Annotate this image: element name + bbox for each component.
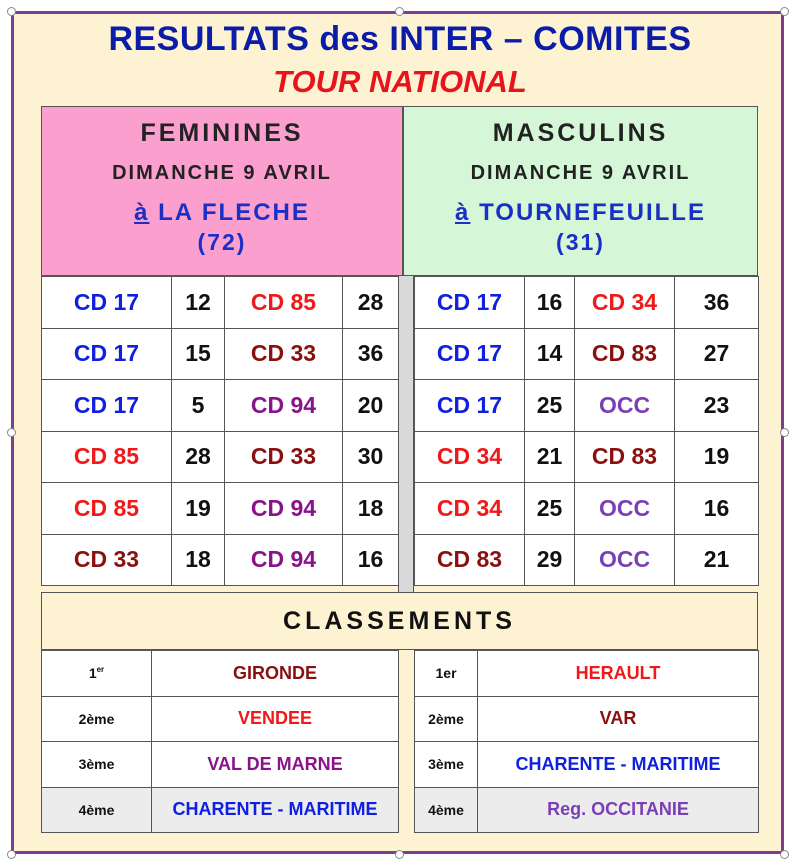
table-row — [42, 787, 399, 833]
rank-position — [42, 696, 152, 742]
away-score: 23 — [675, 380, 759, 432]
rank-number: 1 — [435, 665, 444, 682]
rank-number: 3 — [78, 756, 87, 773]
table-row — [42, 431, 399, 483]
resize-handle-left[interactable] — [7, 428, 16, 437]
feminines-category: FEMININES — [140, 119, 304, 147]
away-team: CD 94 — [225, 380, 343, 432]
away-team: CD 33 — [225, 328, 343, 380]
home-score: 21 — [525, 431, 575, 483]
table-row — [415, 534, 759, 586]
masculins-results-table — [414, 276, 759, 586]
away-score: 36 — [675, 277, 759, 329]
rank-suffix: ème — [86, 756, 115, 773]
resize-handle-top-left[interactable] — [7, 7, 16, 16]
masculins-place-prefix: à — [455, 199, 471, 226]
away-team: CD 33 — [225, 431, 343, 483]
home-team: CD 33 — [42, 534, 172, 586]
feminines-place-name: LA FLECHE — [158, 199, 310, 226]
home-team: CD 17 — [415, 328, 525, 380]
home-team: CD 17 — [42, 277, 172, 329]
table-row — [415, 787, 759, 833]
away-team: CD 94 — [225, 483, 343, 535]
column-separator — [398, 276, 414, 592]
away-team: CD 34 — [575, 277, 675, 329]
masculins-ranking-table — [414, 650, 759, 833]
table-row — [415, 277, 759, 329]
rank-team: GIRONDE — [152, 651, 399, 697]
away-score: 18 — [343, 483, 399, 535]
table-row — [415, 328, 759, 380]
rank-team: Reg. OCCITANIE — [478, 787, 759, 833]
rank-suffix: ème — [86, 801, 115, 818]
rank-team: VENDEE — [152, 696, 399, 742]
away-team: OCC — [575, 534, 675, 586]
table-row — [415, 651, 759, 697]
away-score: 19 — [675, 431, 759, 483]
table-row — [415, 742, 759, 788]
page-title: RESULTATS des INTER – COMITES — [108, 20, 692, 58]
home-score: 18 — [172, 534, 225, 586]
table-row — [42, 651, 399, 697]
away-score: 16 — [675, 483, 759, 535]
resize-handle-bottom[interactable] — [395, 850, 404, 859]
rank-position — [42, 787, 152, 833]
home-team: CD 85 — [42, 483, 172, 535]
rank-number: 1 — [88, 665, 97, 682]
rank-number: 3 — [428, 756, 436, 773]
page-subtitle: TOUR NATIONAL — [273, 64, 527, 99]
away-team: CD 83 — [575, 328, 675, 380]
table-row — [42, 483, 399, 535]
away-team: OCC — [575, 380, 675, 432]
away-score: 21 — [675, 534, 759, 586]
classements-heading: CLASSEMENTS — [41, 592, 758, 650]
table-row — [42, 534, 399, 586]
away-team: OCC — [575, 483, 675, 535]
home-score: 15 — [172, 328, 225, 380]
table-row — [415, 380, 759, 432]
rank-suffix: ème — [86, 710, 115, 727]
resize-handle-bottom-right[interactable] — [780, 850, 789, 859]
rank-suffix: ème — [435, 801, 464, 818]
away-score: 28 — [343, 277, 399, 329]
masculins-dept: (31) — [556, 229, 605, 255]
home-score: 25 — [525, 380, 575, 432]
rank-suffix: ème — [435, 756, 464, 773]
away-score: 30 — [343, 431, 399, 483]
home-score: 14 — [525, 328, 575, 380]
home-team: CD 34 — [415, 483, 525, 535]
rank-team: VAR — [478, 696, 759, 742]
masculins-place-name: TOURNEFEUILLE — [479, 199, 706, 226]
away-team: CD 94 — [225, 534, 343, 586]
home-team: CD 85 — [42, 431, 172, 483]
table-row — [415, 696, 759, 742]
masculins-category: MASCULINS — [492, 119, 669, 147]
away-team: CD 83 — [575, 431, 675, 483]
table-row — [42, 380, 399, 432]
rank-team: HERAULT — [478, 651, 759, 697]
home-team: CD 34 — [415, 431, 525, 483]
masculins-header — [403, 106, 758, 276]
rank-position — [42, 742, 152, 788]
rank-number: 4 — [428, 801, 436, 818]
table-row — [42, 696, 399, 742]
home-score: 28 — [172, 431, 225, 483]
table-row — [42, 277, 399, 329]
feminines-header — [41, 106, 403, 276]
home-score: 5 — [172, 380, 225, 432]
rank-number: 2 — [78, 710, 87, 727]
away-score: 36 — [343, 328, 399, 380]
away-score: 20 — [343, 380, 399, 432]
rank-team: VAL DE MARNE — [152, 742, 399, 788]
home-team: CD 17 — [42, 328, 172, 380]
rank-position — [415, 651, 478, 697]
resize-handle-right[interactable] — [780, 428, 789, 437]
home-score: 16 — [525, 277, 575, 329]
home-score: 19 — [172, 483, 225, 535]
rank-team: CHARENTE - MARITIME — [478, 742, 759, 788]
feminines-results-table — [41, 276, 399, 586]
feminines-dept: (72) — [197, 229, 247, 255]
rank-position — [415, 742, 478, 788]
table-row — [42, 328, 399, 380]
rank-position — [415, 696, 478, 742]
table-row — [415, 431, 759, 483]
home-score: 25 — [525, 483, 575, 535]
home-team: CD 83 — [415, 534, 525, 586]
away-team: CD 85 — [225, 277, 343, 329]
home-team: CD 17 — [42, 380, 172, 432]
away-score: 27 — [675, 328, 759, 380]
rank-position — [415, 787, 478, 833]
home-score: 12 — [172, 277, 225, 329]
rank-number: 2 — [428, 710, 436, 727]
feminines-date: DIMANCHE 9 AVRIL — [112, 162, 332, 184]
away-score: 16 — [343, 534, 399, 586]
masculins-place — [404, 199, 757, 227]
rank-suffix: ème — [435, 710, 464, 727]
resize-handle-bottom-left[interactable] — [7, 850, 16, 859]
home-team: CD 17 — [415, 380, 525, 432]
feminines-ranking-table — [41, 650, 399, 833]
feminines-place-prefix: à — [134, 199, 150, 226]
rank-position — [42, 651, 152, 697]
home-team: CD 17 — [415, 277, 525, 329]
rank-suffix: er — [443, 665, 457, 682]
resize-handle-top[interactable] — [395, 7, 404, 16]
table-row — [415, 483, 759, 535]
rank-team: CHARENTE - MARITIME — [152, 787, 399, 833]
resize-handle-top-right[interactable] — [780, 7, 789, 16]
home-score: 29 — [525, 534, 575, 586]
feminines-place — [42, 199, 402, 227]
masculins-date: DIMANCHE 9 AVRIL — [470, 162, 691, 184]
rank-suffix: er — [96, 665, 105, 675]
table-row — [42, 742, 399, 788]
rank-number: 4 — [78, 801, 87, 818]
